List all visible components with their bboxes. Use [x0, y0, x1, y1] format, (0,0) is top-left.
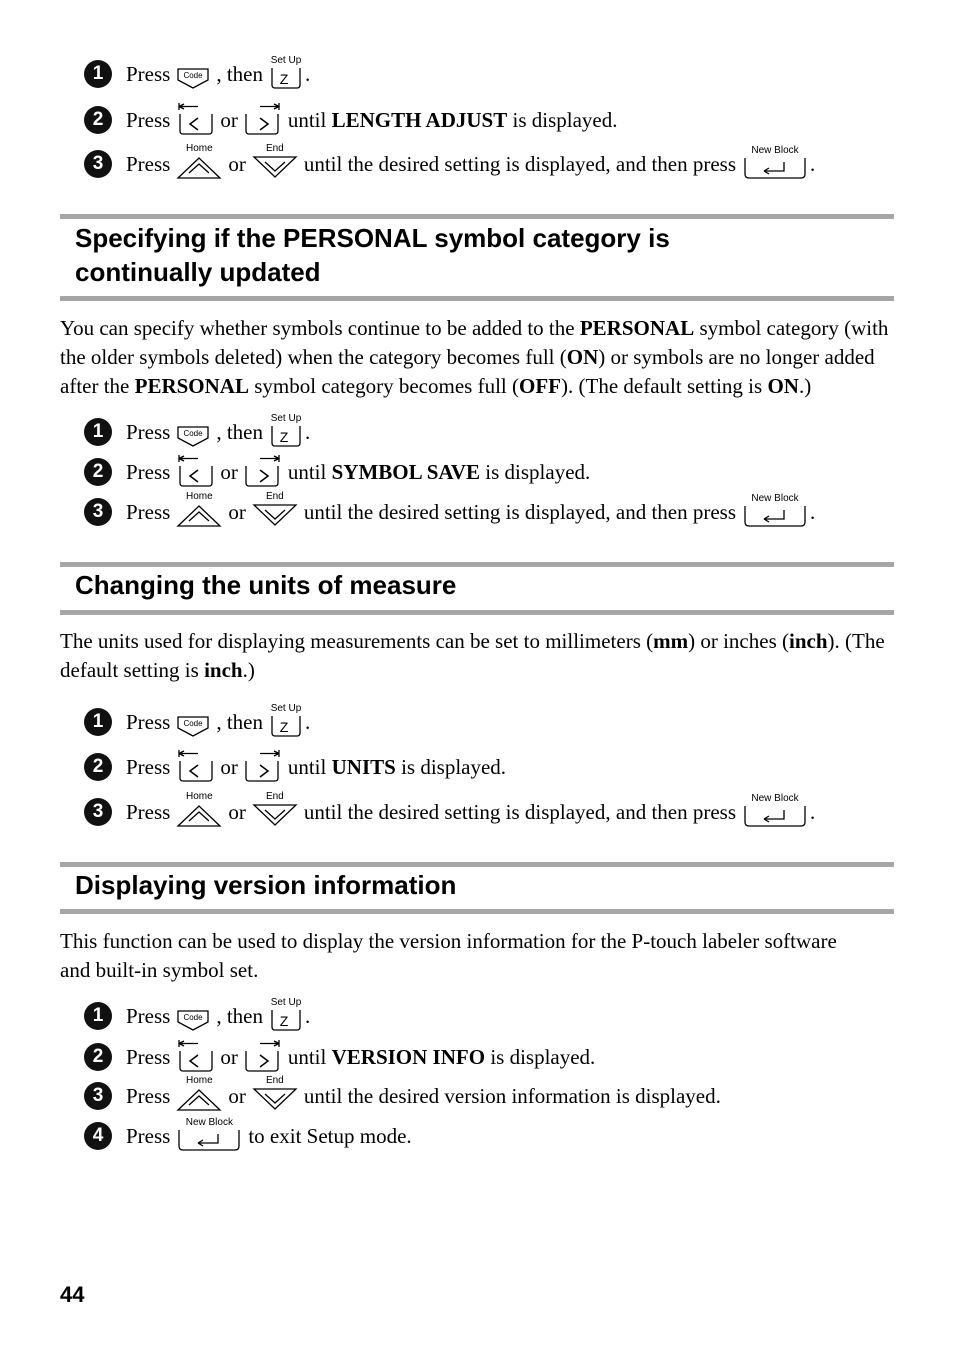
step-number-2: 2 [84, 753, 112, 781]
step-number-1: 1 [84, 60, 112, 88]
step-number-3: 3 [84, 150, 112, 178]
step-3: 3 Press Home or End until the desired version information is displayed. [84, 1068, 721, 1108]
step-3: 3 Press Home or End until the desired setting is displayed, and then press New Block . [84, 784, 815, 824]
cursor-left-key-icon [176, 454, 214, 488]
step-number-3: 3 [84, 798, 112, 826]
end-down-key-icon: End [252, 143, 298, 180]
paragraph-personal: You can specify whether symbols continue to be added to the PERSONAL symbol category (with the older symbols deleted) when the category becomes full (ON) or symbols are no longer added after the PERSONAL symbol category becomes full (OFF). (The default setting is ON.) [60, 316, 889, 398]
paragraph-units: The units used for displaying measurements can be set to millimeters (mm) or inches (inch). (The default setting is inch.) [60, 629, 885, 682]
newblock-enter-key-icon: New Block [742, 145, 808, 180]
svg-text:Z: Z [279, 719, 289, 735]
cursor-left-key-icon [176, 749, 214, 783]
svg-text:Code: Code [183, 1013, 203, 1022]
step-number-1: 1 [84, 708, 112, 736]
step-2: 2 Press or until VERSION INFO is displayed. [84, 1029, 595, 1069]
step-number-2: 2 [84, 458, 112, 486]
code-key-icon [176, 703, 210, 738]
step-number-3: 3 [84, 498, 112, 526]
setup-z-key-icon: Set Up Z [270, 413, 302, 445]
section-rule-bottom [60, 610, 894, 615]
end-down-key-icon: End [252, 1075, 298, 1112]
cursor-right-key-icon [244, 749, 282, 783]
setup-z-key-icon: Set Up Z [270, 703, 302, 735]
cursor-right-key-icon [244, 102, 282, 136]
paragraph-version: This function can be used to display the version information for the P-touch labeler software and built-in symbol set. [60, 929, 837, 982]
svg-text:Z: Z [279, 1013, 289, 1029]
step-1: 1 Press Code , then Set Up Z . [84, 694, 310, 734]
home-up-key-icon: Home [176, 491, 222, 528]
section-rule-bottom [60, 909, 894, 914]
step-1: 1 Press Code , then Set Up Z . [84, 46, 310, 86]
svg-text:Z: Z [279, 429, 289, 445]
section-title-version: Displaying version information [75, 870, 457, 900]
home-up-key-icon: Home [176, 143, 222, 180]
svg-text:Code: Code [183, 429, 203, 438]
step-2: 2 Press or until SYMBOL SAVE is displayed. [84, 444, 590, 484]
section-title-personal: Specifying if the PERSONAL symbol category is continually updated [75, 223, 670, 287]
svg-text:Z: Z [279, 71, 289, 87]
newblock-enter-key-icon: New Block [742, 793, 808, 828]
step-number-2: 2 [84, 106, 112, 134]
section-rule-top [60, 214, 894, 219]
newblock-enter-key-icon: New Block [176, 1117, 242, 1152]
end-down-key-icon: End [252, 791, 298, 828]
end-down-key-icon: End [252, 491, 298, 528]
step-number-1: 1 [84, 1002, 112, 1030]
step-number-1: 1 [84, 418, 112, 446]
svg-text:Code: Code [183, 719, 203, 728]
step-4: 4 Press New Block to exit Setup mode. [84, 1108, 412, 1148]
home-up-key-icon: Home [176, 1075, 222, 1112]
code-key-icon [176, 413, 210, 448]
code-key-icon [176, 55, 210, 90]
section-rule-bottom [60, 296, 894, 301]
step-3: 3 Press Home or End until the desired setting is displayed, and then press New Block . [84, 484, 815, 524]
step-1: 1 Press Code , then Set Up Z . [84, 988, 310, 1028]
step-3: 3 Press Home or End until the desired setting is displayed, and then press New Block . [84, 136, 815, 176]
home-up-key-icon: Home [176, 791, 222, 828]
section-rule-top [60, 862, 894, 867]
setup-z-key-icon: Set Up Z [270, 997, 302, 1029]
newblock-enter-key-icon: New Block [742, 493, 808, 528]
setup-z-key-icon: Set Up Z [270, 55, 302, 87]
section-title-units: Changing the units of measure [75, 570, 457, 600]
step-number-2: 2 [84, 1043, 112, 1071]
step-1: 1 Press Code , then Set Up Z . [84, 404, 310, 444]
svg-text:Code: Code [183, 71, 203, 80]
step-number-3: 3 [84, 1082, 112, 1110]
cursor-left-key-icon [176, 102, 214, 136]
cursor-right-key-icon [244, 454, 282, 488]
section-rule-top [60, 562, 894, 567]
step-2: 2 Press or until LENGTH ADJUST is displayed. [84, 92, 618, 132]
step-number-4: 4 [84, 1122, 112, 1150]
code-key-icon [176, 997, 210, 1032]
page-number: 44 [60, 1282, 85, 1307]
step-2: 2 Press or until UNITS is displayed. [84, 739, 506, 779]
